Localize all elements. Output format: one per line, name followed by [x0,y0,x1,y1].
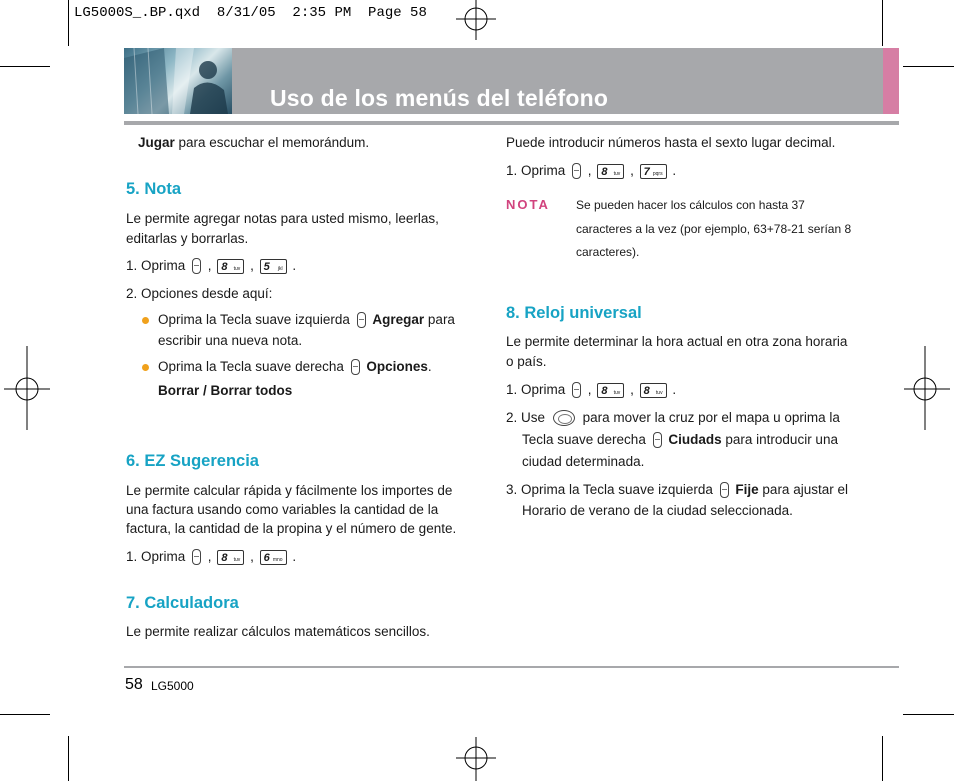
footer-rule [124,666,899,668]
nota-desc: editarlas y borrarlas. [126,231,249,246]
crop-mark [68,736,69,781]
crop-mark [68,0,69,46]
soft-key-icon [572,163,581,179]
nota-desc: Le permite agregar notas para usted mismo, leerlas, [126,211,439,226]
nota-text: Se pueden hacer los cálculos con hasta 37 [576,198,805,212]
reloj-step-2: 2. Use para mover la cruz por el mapa u oprima la [506,410,840,425]
crop-mark [0,714,50,715]
calc-step-1: 1. Oprima , 8 tuv , 7 pqrs . [506,163,677,178]
page-title: Uso de los menús del teléfono [270,85,609,111]
header-banner [124,48,899,114]
key-8-icon: 8 tuv [597,383,624,398]
key-8-icon: 8 tuv [640,383,667,398]
right-soft-key-icon [351,359,360,375]
key-7-icon: 7 pqrs [640,164,667,179]
nota-options: Borrar / Borrar todos [158,383,293,398]
right-soft-key-icon [653,432,662,448]
soft-key-icon [192,549,201,565]
nota-step-2: 2. Opciones desde aquí: [126,286,273,301]
reloj-step-3: 3. Oprima la Tecla suave izquierda Fije para ajustar el [506,482,848,497]
ez-step-1: 1. Oprima , 8 tuv , 6 mno . [126,549,297,564]
bullet-icon [142,317,149,324]
registration-mark [452,0,500,40]
crop-mark [903,66,954,67]
nota-bullet-1-cont: escribir una nueva nota. [158,333,303,348]
crop-mark [0,66,50,67]
ez-desc: factura, la cantidad de la propina y el número de gente. [126,521,457,536]
nota-text: caracteres). [576,245,640,259]
reloj-step-2-cont: Tecla suave derecha Ciudads para introducir una [522,432,838,447]
reloj-step-2-cont: ciudad determinada. [522,454,645,469]
left-soft-key-icon [357,312,366,328]
key-8-icon: 8 tuv [597,164,624,179]
navigation-key-icon [553,410,575,426]
registration-mark [902,346,954,430]
header-photo [124,48,232,114]
nota-step-1: 1. Oprima , 8 tuv , 5 jkl . [126,258,297,273]
registration-mark [452,737,500,781]
nota-label: NOTA [506,197,550,212]
key-8-icon: 8 tuv [217,259,244,274]
step-text: 1. Oprima [126,258,186,273]
ez-desc: una factura usando como variables la cantidad de la [126,502,439,517]
left-soft-key-icon [720,482,729,498]
key-5-icon: 5 jkl [260,259,287,274]
intro-line [138,133,369,153]
section-heading-reloj: 8. Reloj universal [506,304,642,322]
header-accent-bar [883,48,899,114]
crop-mark [903,714,954,715]
model-name: LG5000 [151,679,194,693]
key-6-icon: 6 mno [260,550,287,565]
crop-mark [882,0,883,46]
header-photo-art [124,48,232,114]
calc-cont: Puede introducir números hasta el sexto lugar decimal. [506,135,836,150]
nota-bullet-1: Oprima la Tecla suave izquierda Agregar para [158,312,455,327]
calc-desc: Le permite realizar cálculos matemáticos sencillos. [126,624,430,639]
soft-key-icon [192,258,201,274]
soft-key-icon [572,382,581,398]
nota-bullet-2: Oprima la Tecla suave derecha Opciones. [158,359,432,374]
reloj-desc: o país. [506,354,547,369]
header-rule [124,121,899,125]
page-number: 58 [125,676,143,693]
print-slug: LG5000S_.BP.qxd 8/31/05 2:35 PM Page 58 [74,5,427,21]
intro-rest: para escuchar el memorándum. [174,135,370,150]
bullet-icon [142,364,149,371]
section-heading-ez: 6. EZ Sugerencia [126,452,259,470]
intro-bold: Jugar [138,135,175,150]
reloj-step-1: 1. Oprima , 8 tuv , 8 tuv . [506,382,677,397]
crop-mark [882,736,883,781]
key-8-icon: 8 tuv [217,550,244,565]
section-heading-nota: 5. Nota [126,180,182,198]
ez-desc: Le permite calcular rápida y fácilmente los importes de [126,483,453,498]
reloj-desc: Le permite determinar la hora actual en otra zona horaria [506,334,848,349]
section-heading-calc: 7. Calculadora [126,594,239,612]
registration-mark [0,346,52,430]
nota-text: caracteres a la vez (por ejemplo, 63+78-21 serían 8 [576,222,852,236]
reloj-step-3-cont: Horario de verano de la ciudad seleccionada. [522,503,793,518]
